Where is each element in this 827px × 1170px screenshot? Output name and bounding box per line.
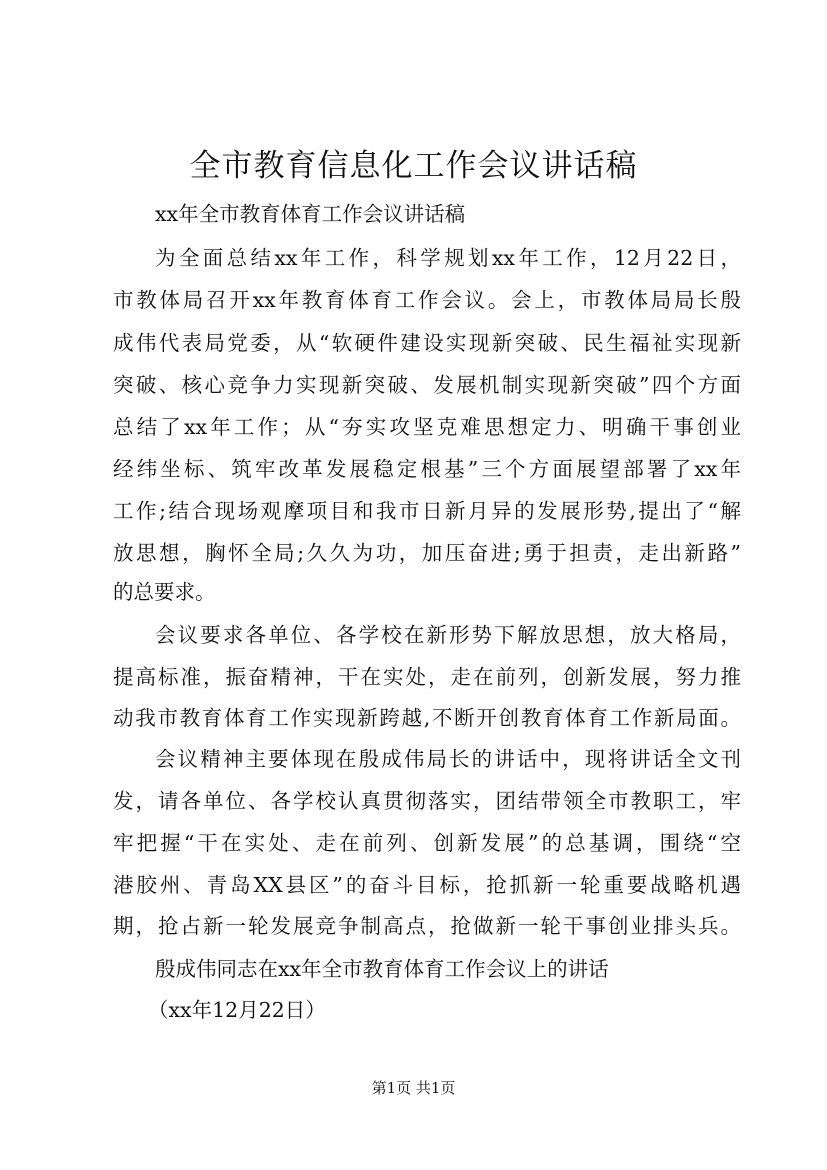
paragraph-1-line-6: 经纬坐标、筑牢改革发展稳定根基”三个方面展望部署了xx年 bbox=[113, 457, 741, 481]
speech-date: （xx年12月22日） bbox=[148, 998, 326, 1022]
paragraph-1-line-5: 总结了xx年工作；从“夯实攻坚克难思想定力、明确干事创业 bbox=[113, 415, 741, 439]
paragraph-3-line-4: 港胶州、青岛XX县区”的奋斗目标，抢抓新一轮重要战略机遇 bbox=[113, 873, 741, 897]
paragraph-3-line-1: 会议精神主要体现在殷成伟局长的讲话中，现将讲话全文刊 bbox=[155, 747, 741, 771]
paragraph-1-line-8: 放思想，胸怀全局;久久为功，加压奋进;勇于担责，走出新路” bbox=[113, 541, 741, 565]
paragraph-2-line-3: 动我市教育体育工作实现新跨越,不断开创教育体育工作新局面。 bbox=[113, 706, 741, 730]
paragraph-2-line-2: 提高标准，振奋精神，干在实处，走在前列，创新发展，努力推 bbox=[113, 665, 741, 689]
page-footer: 第1页 共1页 bbox=[371, 1079, 456, 1097]
paragraph-3-line-3: 牢把握“干在实处、走在前列、创新发展”的总基调，围绕“空 bbox=[113, 831, 741, 855]
paragraph-1-line-9: 的总要求。 bbox=[113, 580, 216, 604]
document-title: 全市教育信息化工作会议讲话稿 bbox=[189, 148, 638, 184]
paragraph-1-line-2: 市教体局召开xx年教育体育工作会议。会上，市教体局局长殷 bbox=[113, 288, 741, 312]
paragraph-1-line-1: 为全面总结xx年工作，科学规划xx年工作，12月22日， bbox=[155, 246, 741, 270]
paragraph-3-line-2: 发，请各单位、各学校认真贯彻落实，团结带领全市教职工，牢 bbox=[113, 789, 741, 813]
paragraph-2-line-1: 会议要求各单位、各学校在新形势下解放思想，放大格局， bbox=[155, 623, 741, 647]
speech-heading: 殷成伟同志在xx年全市教育体育工作会议上的讲话 bbox=[155, 957, 609, 981]
subtitle-line: xx年全市教育体育工作会议讲话稿 bbox=[155, 202, 466, 226]
paragraph-3-line-5: 期，抢占新一轮发展竞争制高点，抢做新一轮干事创业排头兵。 bbox=[113, 914, 741, 938]
paragraph-1-line-3: 成伟代表局党委，从“软硬件建设实现新突破、民生福祉实现新 bbox=[113, 331, 741, 355]
paragraph-1-line-7: 工作;结合现场观摩项目和我市日新月异的发展形势,提出了“解 bbox=[113, 499, 741, 523]
paragraph-1-line-4: 突破、核心竞争力实现新突破、发展机制实现新突破”四个方面 bbox=[113, 373, 741, 397]
